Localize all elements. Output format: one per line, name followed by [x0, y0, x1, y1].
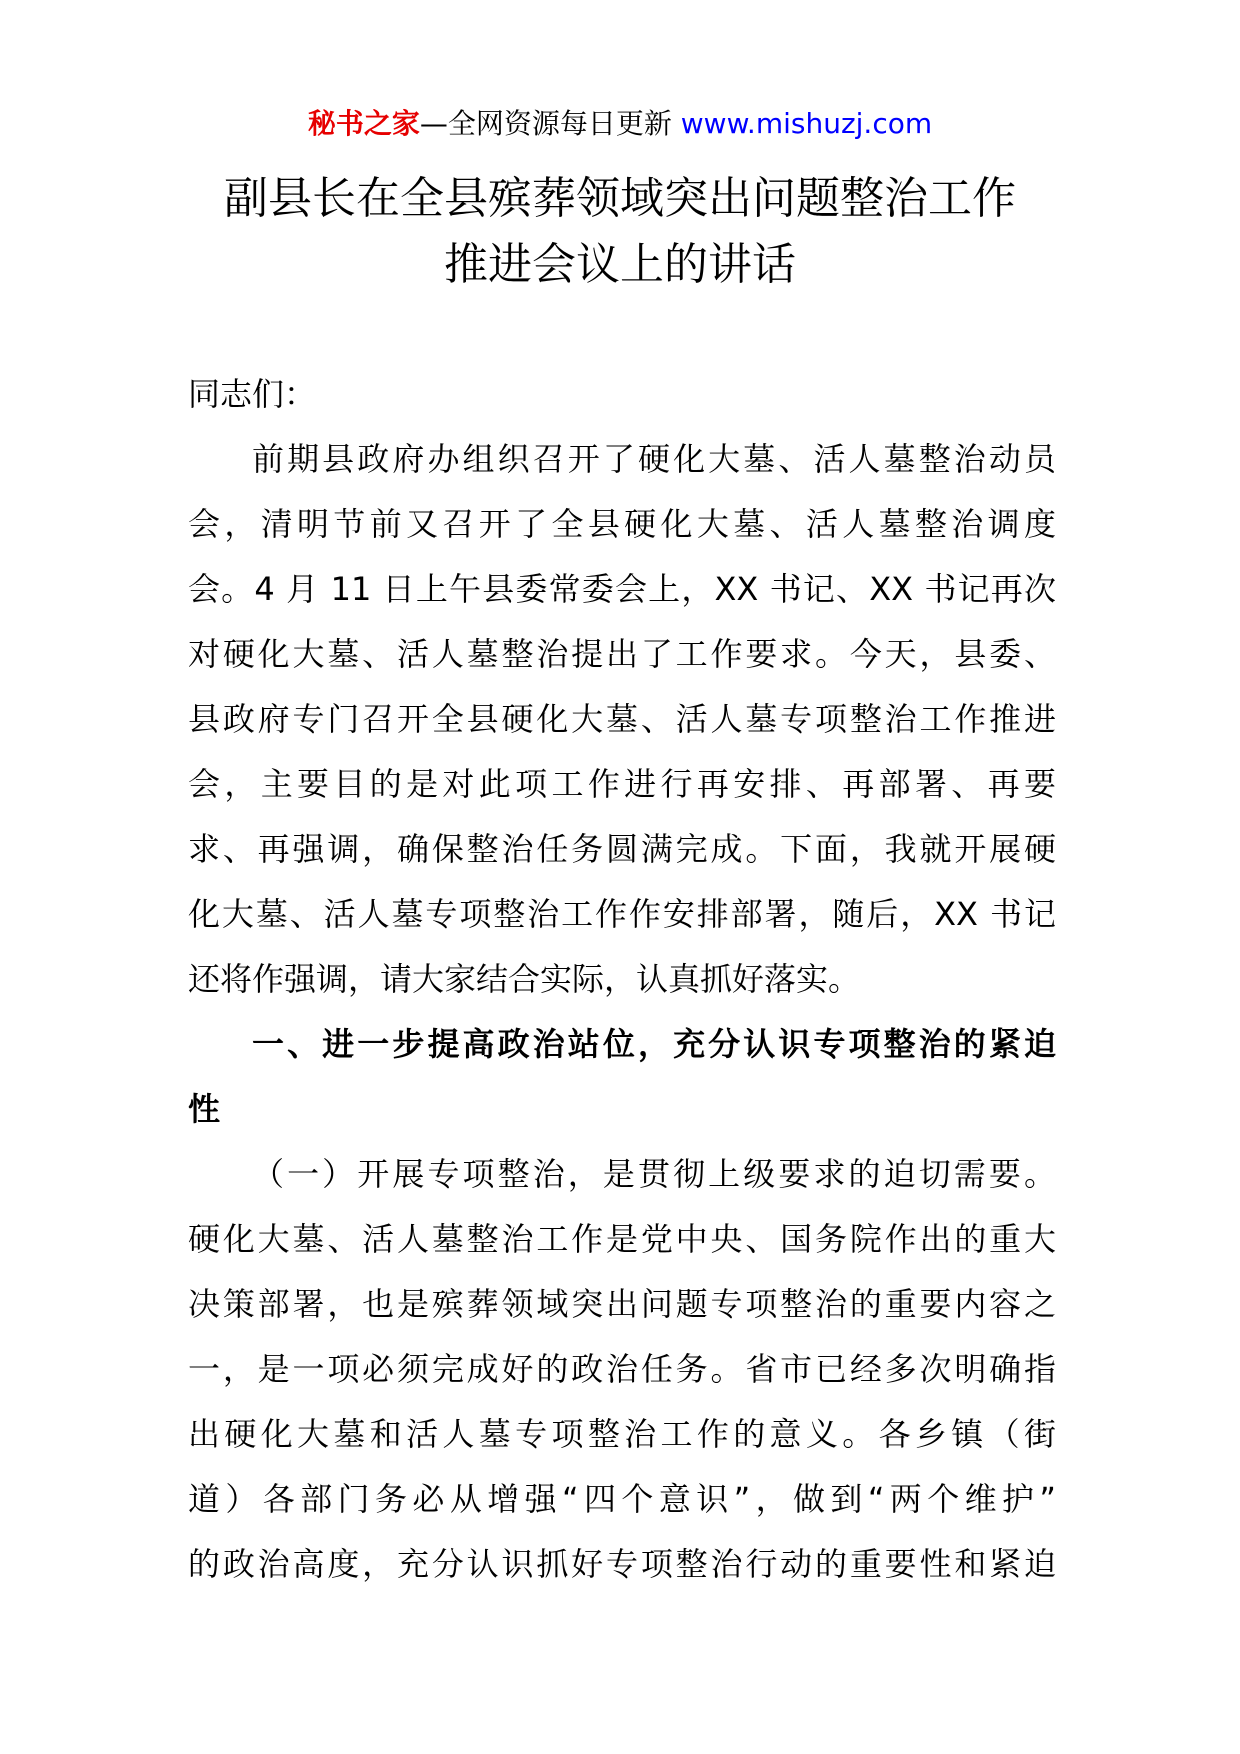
- paragraph-line: 还将作强调，请大家结合实际，认真抓好落实。: [188, 960, 861, 998]
- paragraph-line: 硬化大墓、活人墓整治工作是党中央、国务院作出的重大: [188, 1220, 1056, 1258]
- document-body: [188, 362, 1056, 1597]
- paragraph-2: [188, 1142, 1056, 1597]
- paragraph-line: 县政府专门召开全县硬化大墓、活人墓专项整治工作推进: [188, 700, 1056, 738]
- paragraph-line: 化大墓、活人墓专项整治工作作安排部署，随后，XX 书记: [188, 895, 1056, 933]
- paragraph-line: 前期县政府办组织召开了硬化大墓、活人墓整治动员: [252, 440, 1056, 478]
- heading-line: 一、进一步提高政治站位，充分认识专项整治的紧迫: [252, 1025, 1056, 1063]
- document-title: [0, 166, 1240, 298]
- paragraph-line: （一）开展专项整治，是贯彻上级要求的迫切需要。: [252, 1155, 1056, 1193]
- site-brand: 秘书之家: [307, 107, 420, 140]
- paragraph-line: 求、再强调，确保整治任务圆满完成。下面，我就开展硬: [188, 830, 1056, 868]
- site-url-link[interactable]: www.mishuzj.com: [680, 107, 933, 140]
- paragraph-line: 的政治高度，充分认识抓好专项整治行动的重要性和紧迫: [188, 1545, 1056, 1583]
- heading-line: 性: [188, 1090, 221, 1128]
- site-slogan: —全网资源每日更新: [419, 107, 681, 140]
- paragraph-line: 道）各部门务必从增强“四个意识”，做到“两个维护”: [188, 1480, 1056, 1518]
- paragraph-line: 会，主要目的是对此项工作进行再安排、再部署、再要: [188, 765, 1056, 803]
- paragraph-line: 对硬化大墓、活人墓整治提出了工作要求。今天，县委、: [188, 635, 1056, 673]
- site-header: [0, 104, 1240, 144]
- salutation: 同志们：: [188, 375, 317, 413]
- paragraph-line: 会。4 月 11 日上午县委常委会上，XX 书记、XX 书记再次: [188, 570, 1056, 608]
- document-title-line-2: 推进会议上的讲话: [444, 239, 796, 290]
- document-title-line-1: 副县长在全县殡葬领域突出问题整治工作: [224, 173, 1016, 224]
- paragraph-line: 出硬化大墓和活人墓专项整治工作的意义。各乡镇（街: [188, 1415, 1056, 1453]
- section-heading-1: [188, 1012, 1056, 1142]
- paragraph-line: 会，清明节前又召开了全县硬化大墓、活人墓整治调度: [188, 505, 1056, 543]
- paragraph-1: [188, 427, 1056, 1012]
- paragraph-line: 一，是一项必须完成好的政治任务。省市已经多次明确指: [188, 1350, 1056, 1388]
- paragraph-line: 决策部署，也是殡葬领域突出问题专项整治的重要内容之: [188, 1285, 1056, 1323]
